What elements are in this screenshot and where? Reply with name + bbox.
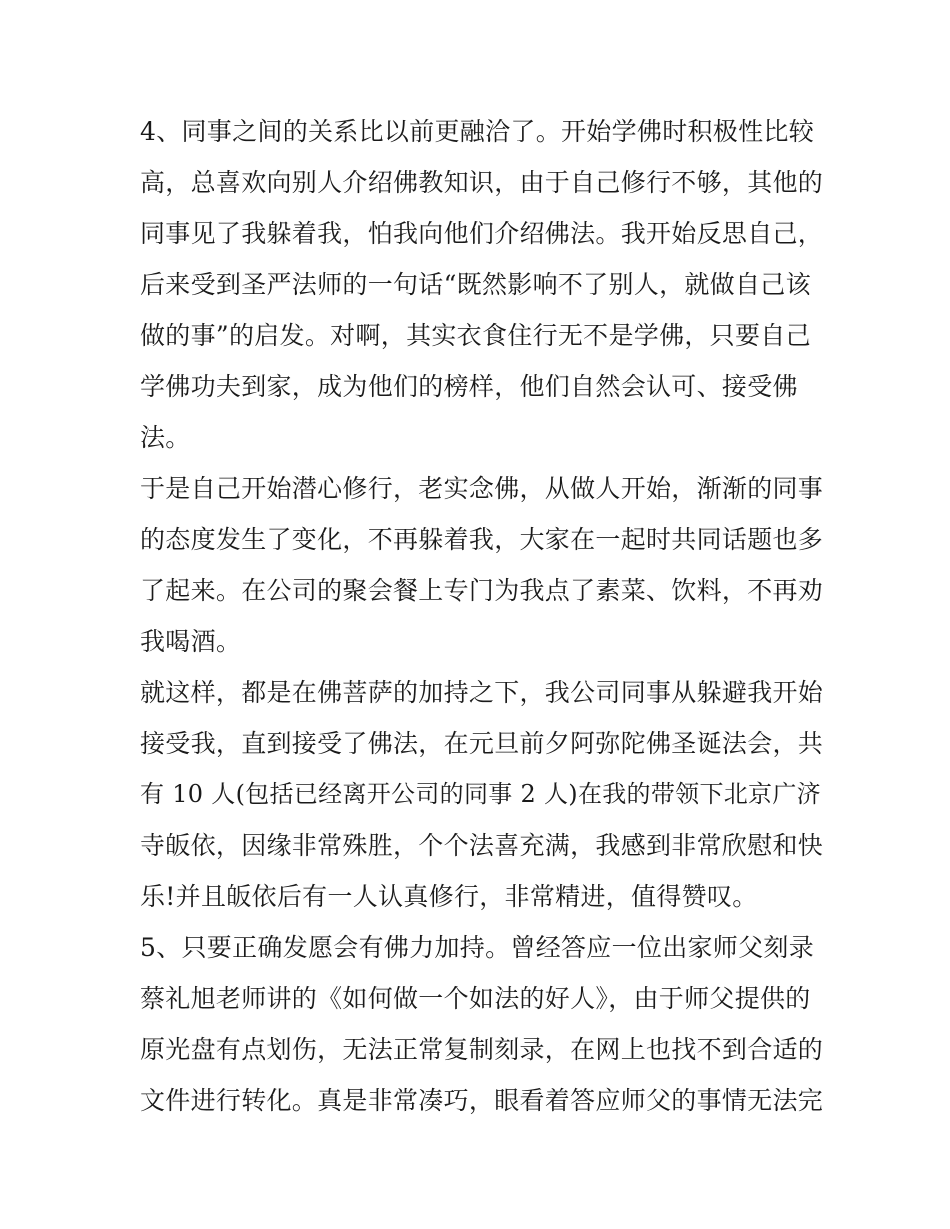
- document-body: [140, 106, 824, 1126]
- text-line: 5、只要正确发愿会有佛力加持。曾经答应一位出家师父刻录: [140, 933, 815, 962]
- text-line: 有 10 人(包括已经离开公司的同事 2 人)在我的带领下北京广济: [140, 780, 821, 808]
- text-line: 乐!并且皈依后有一人认真修行，非常精进，值得赞叹。: [140, 882, 758, 911]
- text-line: 原光盘有点划伤，无法正常复制刻录，在网上也找不到合适的: [140, 1035, 824, 1064]
- text-line: 同事见了我躲着我，怕我向他们介绍佛法。我开始反思自己，: [140, 219, 824, 248]
- text-line: 的态度发生了变化，不再躲着我，大家在一起时共同话题也多: [140, 525, 824, 554]
- text-line: 文件进行转化。真是非常凑巧，眼看着答应师父的事情无法完: [140, 1086, 824, 1115]
- text-line: 寺皈依，因缘非常殊胜，个个法喜充满，我感到非常欣慰和快: [140, 831, 824, 860]
- text-line: 了起来。在公司的聚会餐上专门为我点了素菜、饮料，不再劝: [140, 576, 824, 605]
- text-line: 做的事”的启发。对啊，其实衣食住行无不是学佛，只要自己: [140, 321, 811, 350]
- text-line: 学佛功夫到家，成为他们的榜样，他们自然会认可、接受佛: [140, 372, 798, 401]
- text-line: 高，总喜欢向别人介绍佛教知识，由于自己修行不够，其他的: [140, 168, 824, 197]
- text-line: 4、同事之间的关系比以前更融洽了。开始学佛时积极性比较: [140, 117, 815, 146]
- text-line: 接受我，直到接受了佛法，在元旦前夕阿弥陀佛圣诞法会，共: [140, 729, 824, 758]
- text-line: 后来受到圣严法师的一句话“既然影响不了别人，就做自己该: [140, 270, 811, 299]
- text-line: 于是自己开始潜心修行，老实念佛，从做人开始，渐渐的同事: [140, 474, 824, 503]
- text-line: 法。: [140, 423, 191, 452]
- text-line: 蔡礼旭老师讲的《如何做一个如法的好人》，由于师父提供的: [140, 984, 811, 1013]
- text-line: 我喝酒。: [140, 627, 242, 656]
- text-line: 就这样，都是在佛菩萨的加持之下，我公司同事从躲避我开始: [140, 678, 824, 707]
